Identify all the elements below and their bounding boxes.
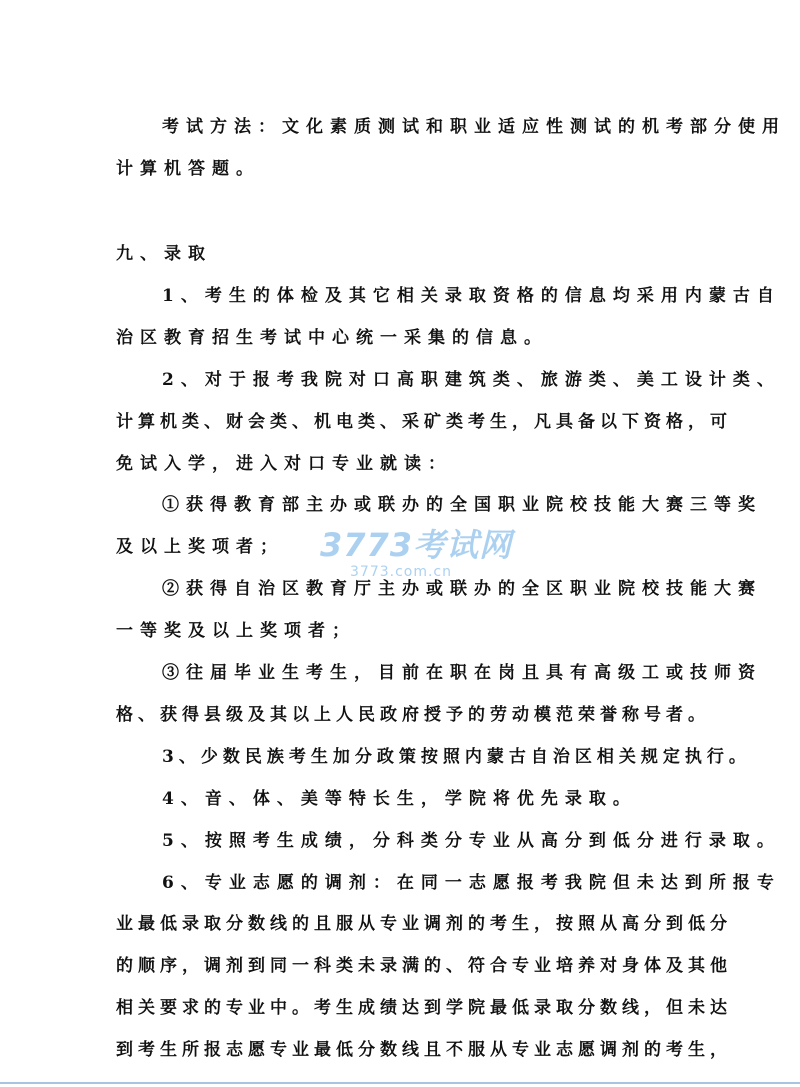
watermark	[320, 520, 512, 580]
watermark-logo-text: 3773考试网	[320, 526, 513, 564]
watermark-url: 3773.com.cn	[350, 564, 452, 580]
text-line: 业最低录取分数线的且服从专业调剂的考生，按照从高分到低分	[116, 914, 732, 934]
text-line: 5、按照考生成绩，分科类分专业从高分到低分进行录取。	[162, 831, 781, 851]
text-line: 4、音、体、美等特长生，学院将优先录取。	[162, 789, 637, 809]
text-line: 6、专业志愿的调剂：在同一志愿报考我院但未达到所报专	[162, 873, 781, 893]
text-line: 3、少数民族考生加分政策按照内蒙古自治区相关规定执行。	[162, 747, 751, 767]
text-line: 免试入学，进入对口专业就读：	[116, 454, 452, 474]
text-line: 1、考生的体检及其它相关录取资格的信息均采用内蒙古自	[162, 286, 781, 306]
text-line: 及以上奖项者；	[116, 537, 284, 557]
text-line: ②获得自治区教育厅主办或联办的全区职业院校技能大赛	[162, 579, 762, 599]
text-line: 治区教育招生考试中心统一采集的信息。	[116, 328, 548, 348]
text-line: 计算机答题。	[116, 159, 260, 179]
text-line: 到考生所报志愿专业最低分数线且不服从专业志愿调剂的考生，	[116, 1040, 732, 1060]
page-bottom-divider	[0, 1082, 800, 1084]
text-line: 的顺序，调剂到同一科类未录满的、符合专业培养对身体及其他	[116, 956, 732, 976]
text-line: 考试方法：文化素质测试和职业适应性测试的机考部分使用	[162, 117, 786, 137]
text-line: ③往届毕业生考生，目前在职在岗且具有高级工或技师资	[162, 663, 762, 683]
text-line: 2、对于报考我院对口高职建筑类、旅游类、美工设计类、	[162, 370, 781, 390]
text-line: 计算机类、财会类、机电类、采矿类考生，凡具备以下资格，可	[116, 412, 732, 432]
text-line: 一等奖及以上奖项者；	[116, 621, 356, 641]
text-line: 格、获得县级及其以上人民政府授予的劳动模范荣誉称号者。	[116, 705, 710, 725]
text-line: 相关要求的专业中。考生成绩达到学院最低录取分数线，但未达	[116, 998, 732, 1018]
section-heading: 九、录取	[116, 244, 212, 264]
text-line: ①获得教育部主办或联办的全国职业院校技能大赛三等奖	[162, 495, 762, 515]
